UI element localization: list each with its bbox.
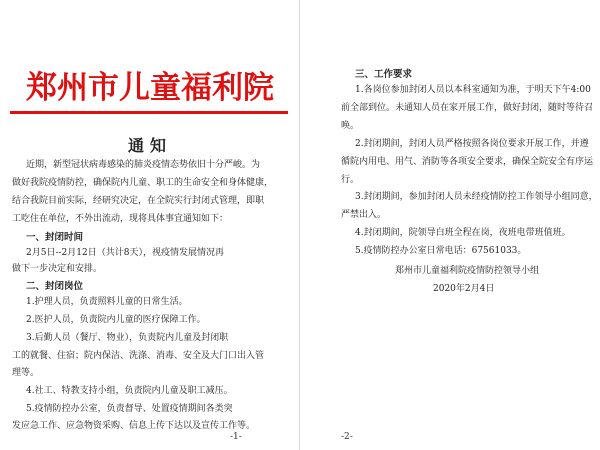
requirement-line: 前全部到位。未通知人员在家开展工作，做好封闭，随时等待召	[341, 103, 594, 113]
requirement-line: 严禁出入。	[341, 210, 387, 220]
intro-line: 工吃住在单位，不外出流动，现将具体事宜通知如下：	[12, 214, 229, 224]
intro-line: 做好我院疫情防控，确保院内儿童、职工的生命安全和身体健康，	[12, 178, 274, 188]
letterhead-divider	[10, 111, 288, 114]
section-posts-line: 理等。	[12, 368, 40, 378]
letterhead-title: 郑州市儿童福利院	[26, 70, 274, 106]
requirement-line: 行。	[341, 175, 360, 185]
requirement-line: 唤。	[341, 121, 360, 131]
requirement-line: 1.各岗位参加封闭人员以本科室通知为准，于明天下午4:00	[355, 85, 591, 95]
intro-line: 结合我院目前实际，经研究决定，在全院实行封闭式管理，即职	[12, 196, 265, 206]
section-posts-line: 4.社工、特教支持小组，负责院内儿童及职工减压。	[26, 386, 233, 396]
page-number: -1-	[230, 432, 242, 442]
section-posts-line: 2.医护人员，负责院内儿童的医疗保障工作。	[26, 315, 206, 325]
section-heading-posts: 二、封闭岗位	[26, 281, 84, 292]
section-heading-time: 一、封闭时间	[26, 232, 84, 243]
section-posts-line: 3.后勤人员（餐厅、物业），负责院内儿童及封闭职	[26, 333, 229, 343]
notice-title: 通知	[127, 136, 172, 155]
section-posts-line: 发应急工作、应急物资采购、信息上传下达以及宣传工作等。	[12, 421, 256, 431]
intro-line: 近期，新型冠状病毒感染的肺炎疫情态势依旧十分严峻。为	[26, 160, 261, 170]
requirement-line: 2.封闭期间，封闭人员严格按照各岗位要求开展工作，并遵	[355, 139, 589, 149]
section-time-line: 做下一步决定和安排。	[12, 264, 103, 274]
signature-organization: 郑州市儿童福利院疫情防控领导小组	[395, 266, 540, 276]
document-page-2	[301, 0, 600, 450]
requirement-line: 4.封闭期间，院领导白班全程在岗，夜班电带班值班。	[355, 228, 571, 238]
section-posts-line: 工的就餐、住宿；院内保洁、洗涤、消毒、安全及大门口出入管	[12, 351, 265, 361]
requirement-line: 3.封闭期间，参加封闭人员未经疫情防控工作领导小组同意，	[355, 192, 598, 202]
section-posts-line: 5.疫情防控办公室，负责督导、处置疫情期间各类突	[26, 404, 233, 414]
section-posts-line: 1.护理人员，负责照料儿童的日常生活。	[26, 297, 188, 307]
section-time-line: 2月5日--2月12日（共计8天），视疫情发展情况再	[26, 248, 224, 258]
requirement-line: 循院内用电、用气、消防等各项安全要求，确保全院安全有序运	[341, 157, 594, 167]
requirement-line: 5.疫情防控办公室日常电话：67561033。	[355, 246, 527, 256]
signature-date: 2020年2月4日	[433, 284, 495, 294]
section-heading-requirements: 三、工作要求	[355, 69, 413, 80]
page-number: -2-	[341, 432, 353, 442]
